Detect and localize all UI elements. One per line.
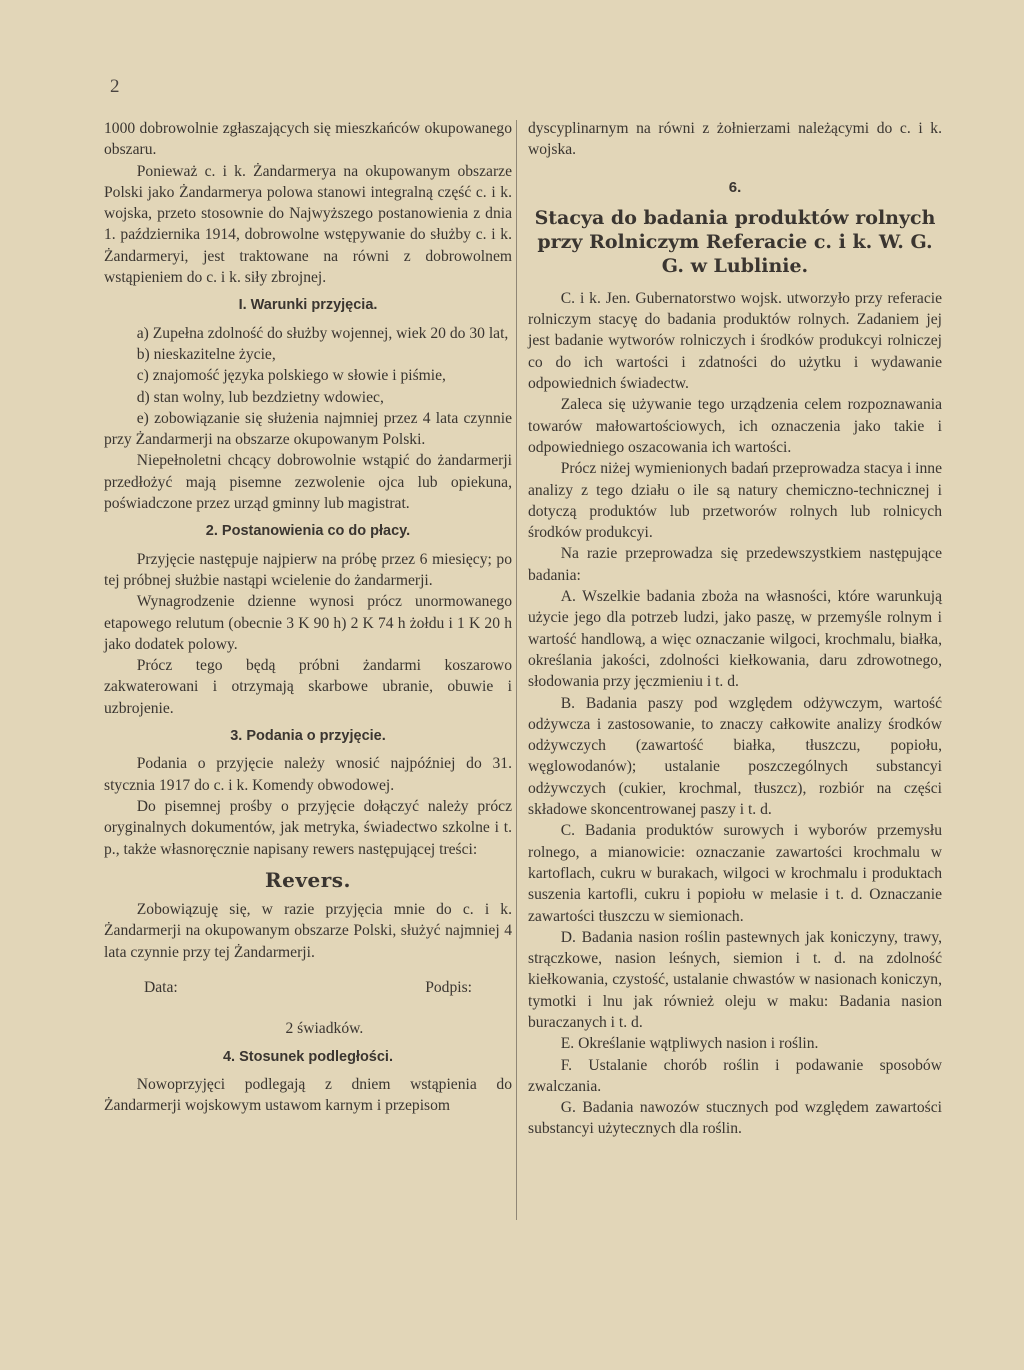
witnesses-line: 2 świadków.: [285, 1020, 364, 1038]
condition-a: a) Zupełna zdolność do służby wojennej, wiek 20 do 30 lat,: [136, 324, 509, 342]
left-column: [104, 118, 512, 1116]
right-column: [528, 118, 942, 1140]
paragraph-zaleca: Zaleca się używanie tego urządzenia celem rozpoznawania towarów małowartościowych, ich oznaczenia jako takie i odpowiedniego oszacowania ich wartości.: [528, 396, 942, 456]
signature-row: [104, 977, 512, 998]
condition-c: c) znajomość języka polskiego w słowie i piśmie,: [136, 367, 446, 385]
paragraph-wynagrodzenie: Wynagrodzenie dzienne wynosi prócz unormowanego etapowego relutum (obecnie 3 K 90 h) 2 K 74 h żołdu i 1 K 20 h jako dodatek polowy.: [104, 593, 512, 653]
paragraph-do-pisemnej: Do pisemnej prośby o przyjęcie dołączyć należy prócz oryginalnych dokumentów, jak metryka, świadectwo szkolne i t. p., także własnoręcznie napisany rewers następującej treści:: [104, 797, 512, 858]
heading-podania: 3. Podania o przyjęcie.: [230, 728, 386, 745]
paragraph-zobowiazuje: Zobowiązuję się, w razie przyjęcia mnie do c. i k. Żandarmerji na okupowanym obszarze Polski, służyć najmniej 4 lata czynnie przy tej Żandarmerji.: [104, 901, 512, 961]
heading-warunki: I. Warunki przyjęcia.: [238, 297, 378, 314]
paragraph-intro: 1000 dobrowolnie zgłaszających się mieszkańców okupowanego obszaru.: [104, 120, 512, 159]
item-b: B. Badania paszy pod względem odżywczym, wartość odżywcza i zastosowanie, to znaczy całkowite analizy środków odżywczych (zawartość białka, tłuszczu, popiołu, węglowodanów); ustalanie poszczególnych substancyi odżywczych (cukier, krochmal, tłuszcz), rozbiór na części składowe skoncentrowanej paszy i t. d.: [528, 694, 942, 819]
section-title: Stacya do badania produktów rolnych przy Rolniczym Referacie c. i k. W. G. G. w Lublinie.: [534, 206, 936, 277]
paragraph-podania: Podania o przyjęcie należy wnosić najpóźniej do 31. stycznia 1917 do c. i k. Komendy obwodowej.: [104, 755, 512, 794]
section-number: 6.: [728, 178, 742, 196]
condition-d: d) stan wolny, lub bezdzietny wdowiec,: [136, 388, 384, 406]
page-number: 2: [110, 76, 120, 97]
condition-b: b) nieskazitelne życie,: [136, 345, 276, 363]
paragraph-nowoprzyjeci: Nowoprzyjęci podlegają z dniem wstąpienia do Żandarmerji wojskowym ustawom karnym i przepisom: [104, 1075, 512, 1115]
paragraph-niepelnoletni: Niepełnoletni chcący dobrowolnie wstąpić do żandarmerji przedłożyć mają pisemne zezwolenie ojca lub opiekuna, poświadczone przez urząd gminny lub magistrat.: [104, 452, 512, 513]
item-f: F. Ustalanie chorób roślin i podawanie sposobów zwalczania.: [528, 1056, 942, 1095]
paragraph-procz: Prócz niżej wymienionych badań przeprowadza stacya i inne analizy z tego działu o ile są natury chemiczno-technicznej i dotyczą produktów lub przetworów rolnych lub rolnicych środków produkcyi.: [528, 460, 942, 542]
item-a: A. Wszelkie badania zboża na własności, które warunkują użycie jego dla potrzeb ludzi, jako paszę, w przemyśle rolnym i wartość handlową, a więc oznaczanie wilgoci, krochmalu, białka, określania jakości, zdolności kiełkowania, daru zdrowotnego, słodowania przy jęczmieniu i t. d.: [528, 588, 942, 691]
podpis-label: Podpis:: [425, 978, 472, 996]
heading-postanowienia: 2. Postanowienia co do płacy.: [205, 523, 411, 540]
paragraph-gubernatorstwo: C. i k. Jen. Gubernatorstwo wojsk. utworzyło przy referacie rolniczym stacyę do badania produktów rolnych. Zadaniem jej jest badanie wytworów rolniczych i środków produkcyi rolniczej co do ich wartości i zdatności do użytku i wydawanie odpowiednich świadectw.: [528, 289, 942, 393]
paragraph-na-razie: Na razie przeprowadza się przedewszystkiem następujące badania:: [528, 545, 942, 584]
paragraph-procz-tego: Prócz tego będą próbni żandarmi koszarowo zakwaterowani i otrzymają skarbowe ubranie, obuwie i uzbrojenie.: [104, 657, 512, 717]
item-c: C. Badania produktów surowych i wyborów przemysłu rolnego, a mianowicie: oznaczanie zawartości krochmalu w kartoflach, cukru w burakach, wilgoci w krochmalu i produktach suszenia kartofli, cukru i popiołu w melasie i t. d. Oznaczanie zawartości tłuszczu w siemionach.: [528, 822, 942, 925]
paragraph-przyjecie: Przyjęcie następuje najpierw na próbę przez 6 miesięcy; po tej próbnej służbie nastąpi wcielenie do żandarmerji.: [104, 550, 512, 589]
item-d: D. Badania nasion roślin pastewnych jak koniczyny, trawy, strączkowe, nasion leśnych, siemion i t. d. na zdolność kiełkowania, czystość, ustalanie chwastów w nasionach koniczyn, tymotki i lnu jak również oleju w maku: Badania nasion buraczanych i t. d.: [528, 928, 942, 1031]
heading-stosunek: 4. Stosunek podległości.: [222, 1048, 393, 1065]
item-g: G. Badania nawozów stucznych pod względem zawartości substancyi użytecznych dla roślin.: [528, 1099, 942, 1138]
item-e: E. Określanie wątpliwych nasion i roślin.: [560, 1035, 819, 1053]
heading-revers: Revers.: [265, 867, 351, 892]
condition-e: e) zobowiązanie się służenia najmniej przez 4 lata czynnie przy Żandarmerji na obszarze okupowanym Polski.: [104, 409, 512, 449]
data-label: Data:: [144, 978, 178, 996]
paragraph-continuation: dyscyplinarnym na równi z żołnierzami należącymi do c. i k. wojska.: [528, 120, 942, 159]
paragraph-poniewaz: Ponieważ c. i k. Żandarmerya na okupowanym obszarze Polski jako Żandarmerya polowa stanowi integralną część c. i k. wojska, przeto stosownie do Najwyższego postanowienia z dnia 1. października 1914, dobrowolne wstępywanie do służby c. i k. Żandarmeryi, jest traktowane na równi z dobrowolnem wstąpieniem do c. i k. siły zbrojnej.: [104, 162, 512, 287]
column-divider: [516, 120, 517, 1220]
